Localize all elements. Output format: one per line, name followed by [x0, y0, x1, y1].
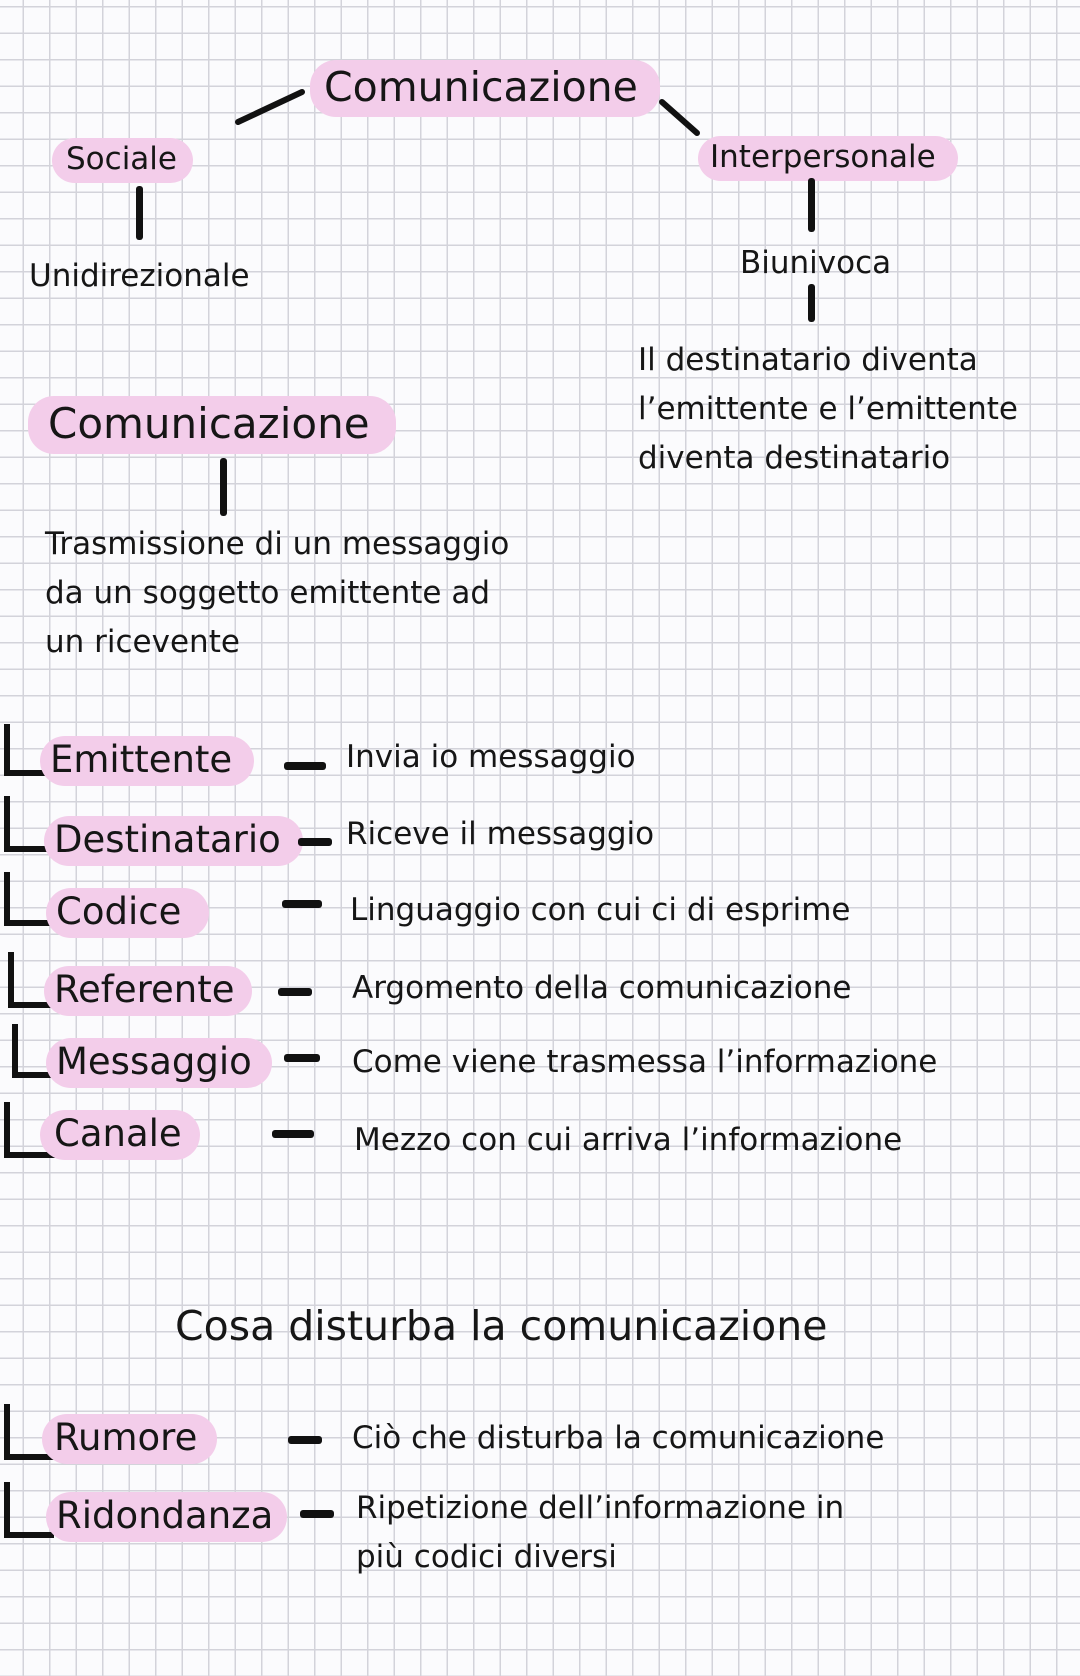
dash-icon: [298, 838, 332, 846]
element-term: Emittente: [40, 736, 254, 786]
sociale-label: Sociale: [52, 138, 193, 183]
connector-interpersonale-down: [808, 178, 815, 232]
interpersonale-label: Interpersonale: [698, 136, 958, 181]
element-description: Linguaggio con cui ci di esprime: [350, 892, 851, 928]
element-term: Destinatario: [44, 816, 303, 866]
dash-icon: [272, 1130, 314, 1138]
disturbances-title: Cosa disturba la comunicazione: [175, 1302, 828, 1350]
connector-sociale-down: [136, 186, 143, 240]
definition-text: Trasmissione di un messaggio da un soggetto emittente ad un ricevente: [45, 526, 510, 660]
connector-root-to-sociale: [238, 92, 302, 122]
connector-biunivoca-down: [808, 284, 815, 322]
disturbance-term: Rumore: [42, 1414, 217, 1464]
element-term: Referente: [44, 966, 252, 1016]
unidirezionale-label: Unidirezionale: [29, 258, 250, 294]
dash-icon: [284, 1054, 320, 1062]
connector-definition-down: [220, 458, 227, 516]
biunivoca-description: Il destinatario diventa l’emittente e l’emittente diventa destinatario: [638, 342, 1018, 476]
element-description: Mezzo con cui arriva l’informazione: [354, 1122, 903, 1158]
element-description: Come viene trasmessa l’informazione: [352, 1044, 938, 1080]
root-comunicazione-label: Comunicazione: [310, 60, 660, 117]
dash-icon: [278, 988, 312, 996]
element-description: Riceve il messaggio: [346, 816, 655, 852]
disturbance-description: Ciò che disturba la comunicazione: [352, 1420, 885, 1456]
element-term: Canale: [40, 1110, 200, 1160]
definition-comunicazione-label: Comunicazione: [28, 396, 396, 454]
disturbance-term: Ridondanza: [46, 1492, 287, 1542]
dash-icon: [284, 762, 326, 770]
dash-icon: [300, 1510, 334, 1518]
dash-icon: [282, 900, 322, 908]
element-term: Messaggio: [46, 1038, 272, 1088]
element-term: Codice: [46, 888, 209, 938]
element-description: Invia io messaggio: [346, 739, 636, 775]
dash-icon: [288, 1436, 322, 1444]
disturbance-description: Ripetizione dell’informazione in più codici diversi: [356, 1490, 845, 1575]
biunivoca-label: Biunivoca: [740, 245, 892, 281]
connector-root-to-interpersonale: [662, 102, 697, 133]
element-description: Argomento della comunicazione: [352, 970, 852, 1006]
